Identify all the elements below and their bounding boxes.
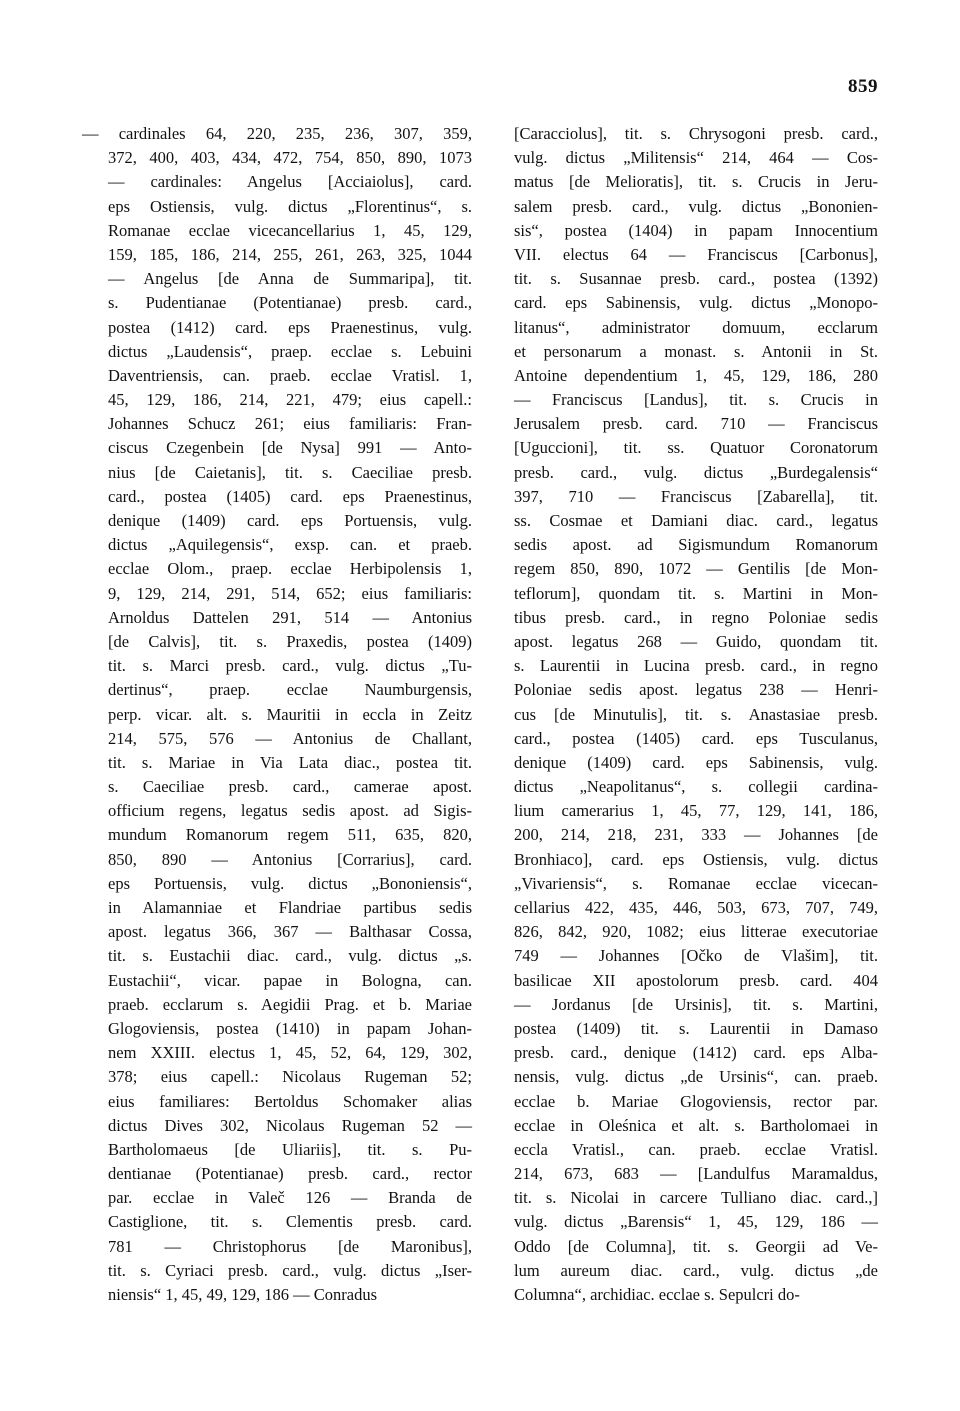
text-line: — Jordanus [de Ursinis], tit. s. Martini, [514,994,878,1014]
text-line: eps Portuensis, vulg. dictus „Bononiensis“, [108,873,472,893]
text-line: par. ecclae in Valeč 126 — Branda de [108,1188,472,1208]
text-line: 749 — Johannes [Očko de Vlašim], tit. [514,946,878,966]
text-line: VII. electus 64 — Franciscus [Carbonus], [514,244,878,264]
text-line: 397, 710 — Franciscus [Zabarella], tit. [514,486,878,506]
text-line: 826, 842, 920, 1082; eius litterae executoriae [514,922,878,942]
text-line: denique (1409) card. eps Portuensis, vulg. [108,511,472,530]
text-line: 45, 129, 186, 214, 221, 479; eius capell.: [108,390,472,410]
text-line: lum aureum diac. card., vulg. dictus „de [514,1260,878,1280]
text-line: ss. Cosmae et Damiani diac. card., legatus [514,511,878,530]
text-line: vulg. dictus „Barensis“ 1, 45, 129, 186 — [514,1212,878,1232]
text-line: presb. card., vulg. dictus „Burdegalensis“ [514,462,878,482]
text-line: cellarius 422, 435, 446, 503, 673, 707, 749, [514,898,878,917]
text-line: ecclae Olom., praep. ecclae Herbipolensis 1, [108,559,472,579]
text-line: dictus Dives 302, Nicolaus Rugeman 52 — [108,1115,472,1135]
text-line: „Vivariensis“, s. Romanae ecclae vicecan- [514,873,878,893]
text-line: mundum Romanorum regem 511, 635, 820, [108,825,472,845]
text-line: Romanae ecclae vicecancellarius 1, 45, 129, [108,220,472,240]
text-line: Arnoldus Dattelen 291, 514 — Antonius [108,607,472,627]
text-line: dictus „Laudensis“, praep. ecclae s. Lebuini [108,341,472,361]
text-line: Glogoviensis, postea (1410) in papam Johan- [108,1018,472,1038]
text-line: eps Ostiensis, vulg. dictus „Florentinus“, s. [108,196,472,216]
text-line: 214, 575, 576 — Antonius de Challant, [108,728,472,748]
text-line: 850, 890 — Antonius [Corrarius], card. [108,849,472,869]
text-line: Columna“, archidiac. ecclae s. Sepulcri do- [514,1285,800,1304]
text-line: — cardinales 64, 220, 235, 236, 307, 359, [82,124,472,143]
text-line: [Caracciolus], tit. s. Chrysogoni presb. card., [514,124,878,143]
text-line: ciscus Czegenbein [de Nysa] 991 — Anto- [108,438,472,458]
text-line: 159, 185, 186, 214, 255, 261, 263, 325, 1044 [108,244,472,264]
text-line: tit. s. Marci presb. card., vulg. dictus „Tu- [108,656,472,676]
text-line: praeb. ecclarum s. Aegidii Prag. et b. Mariae [108,994,472,1014]
text-line: dictus „Neapolitanus“, s. collegii cardina- [514,777,878,797]
text-line: s. Caeciliae presb. card., camerae apost. [108,777,472,797]
text-line: Antoine dependentium 1, 45, 129, 186, 280 [514,365,878,385]
text-line: et personarum a monast. s. Antonii in St. [514,341,878,361]
text-line: Bronhiaco], card. eps Ostiensis, vulg. dictus [514,849,878,869]
text-line: Castiglione, tit. s. Clementis presb. card. [108,1212,472,1232]
text-line: nius [de Caietanis], tit. s. Caeciliae presb. [108,462,472,482]
text-line: — Franciscus [Landus], tit. s. Crucis in [514,390,878,410]
text-line: card., postea (1405) card. eps Tusculanus, [514,728,878,748]
text-line: 214, 673, 683 — [Landulfus Maramaldus, [514,1164,878,1184]
text-line: 9, 129, 214, 291, 514, 652; eius familiaris: [108,583,472,603]
text-line: tit. s. Nicolai in carcere Tulliano diac. card.,] [514,1188,878,1208]
text-line: apost. legatus 366, 367 — Balthasar Cossa, [108,922,472,942]
text-line: eccla Vratisl., can. praeb. ecclae Vratisl. [514,1139,878,1159]
text-line: [de Calvis], tit. s. Praxedis, postea (1409) [108,631,472,651]
left-column [82,122,472,1307]
text-line: denique (1409) card. eps Sabinensis, vulg. [514,752,878,772]
page-number: 859 [848,76,878,97]
text-line: ecclae in Oleśnica et alt. s. Bartholomaei in [514,1115,878,1135]
text-line: postea (1412) card. eps Praenestinus, vulg. [108,317,472,337]
text-line: teflorum], quondam tit. s. Martini in Mon- [514,583,878,603]
text-line: Johannes Schucz 261; eius familiaris: Fran- [108,414,472,434]
text-line: vulg. dictus „Militensis“ 214, 464 — Cos- [514,148,878,168]
text-line: card., postea (1405) card. eps Praenestinus, [108,486,472,506]
text-line: 378; eius capell.: Nicolaus Rugeman 52; [108,1067,472,1087]
text-line: dentianae (Potentianae) presb. card., rector [108,1164,472,1184]
text-line: Daventriensis, can. praeb. ecclae Vratisl. 1, [108,365,472,385]
text-line: Eustachii“, vicar. papae in Bologna, can. [108,970,472,990]
text-line: salem presb. card., vulg. dictus „Bononien- [514,196,878,216]
text-line: — cardinales: Angelus [Acciaiolus], card. [108,172,472,192]
text-line: presb. card., denique (1412) card. eps Alba- [514,1043,878,1063]
text-line: cus [de Minutulis], tit. s. Anastasiae presb. [514,704,878,724]
text-line: regem 850, 890, 1072 — Gentilis [de Mon- [514,559,878,579]
text-line: Bartholomaeus [de Uliariis], tit. s. Pu- [108,1139,472,1159]
text-line: card. eps Sabinensis, vulg. dictus „Monopo- [514,293,878,313]
text-line: 372, 400, 403, 434, 472, 754, 850, 890, 1073 [108,148,472,168]
text-line: perp. vicar. alt. s. Mauritii in eccla in Zeitz [108,704,472,724]
right-column [514,122,878,1307]
text-line: — Angelus [de Anna de Summaripa], tit. [108,269,472,289]
text-line: tit. s. Susannae presb. card., postea (1392) [514,269,878,289]
text-line: tit. s. Mariae in Via Lata diac., postea tit. [108,752,472,772]
text-line: Oddo [de Columna], tit. s. Georgii ad Ve- [514,1236,878,1256]
text-line: tibus presb. card., in regno Poloniae sedis [514,607,878,627]
text-line: lium camerarius 1, 45, 77, 129, 141, 186, [514,801,878,821]
text-line: niensis“ 1, 45, 49, 129, 186 — Conradus [108,1285,378,1304]
text-line: s. Laurentii in Lucina presb. card., in regno [514,656,878,676]
text-line: in Alamanniae et Flandriae partibus sedis [108,898,472,917]
text-line: ecclae b. Mariae Glogoviensis, rector par. [514,1091,878,1111]
text-line: matus [de Melioratis], tit. s. Crucis in Jeru- [514,172,878,192]
text-line: tit. s. Eustachii diac. card., vulg. dictus „s. [108,946,472,966]
text-line: officium regens, legatus sedis apost. ad Sigis- [108,801,472,821]
text-line: postea (1409) tit. s. Laurentii in Damaso [514,1018,878,1038]
text-line: s. Pudentianae (Potentianae) presb. card., [108,293,472,313]
text-line: 781 — Christophorus [de Maronibus], [108,1236,472,1256]
text-line: sis“, postea (1404) in papam Innocentium [514,220,878,240]
text-line: basilicae XII apostolorum presb. card. 404 [514,970,878,990]
text-line: tit. s. Cyriaci presb. card., vulg. dictus „Iser- [108,1260,472,1280]
text-line: nensis, vulg. dictus „de Ursinis“, can. praeb. [514,1067,878,1087]
text-line: 200, 214, 218, 231, 333 — Johannes [de [514,825,878,845]
text-line: litanus“, administrator domuum, ecclarum [514,317,878,337]
text-line: Poloniae sedis apost. legatus 238 — Henri- [514,680,878,700]
text-line: dertinus“, praep. ecclae Naumburgensis, [108,680,472,700]
text-line: sedis apost. ad Sigismundum Romanorum [514,535,878,555]
text-line: dictus „Aquilegensis“, exsp. can. et praeb. [108,535,472,555]
text-line: nem XXIII. electus 1, 45, 52, 64, 129, 302, [108,1043,472,1063]
text-line: apost. legatus 268 — Guido, quondam tit. [514,631,878,651]
text-line: eius familiares: Bertoldus Schomaker alias [108,1091,472,1111]
text-line: Jerusalem presb. card. 710 — Franciscus [514,414,878,434]
text-line: [Uguccioni], tit. ss. Quatuor Coronatorum [514,438,878,458]
